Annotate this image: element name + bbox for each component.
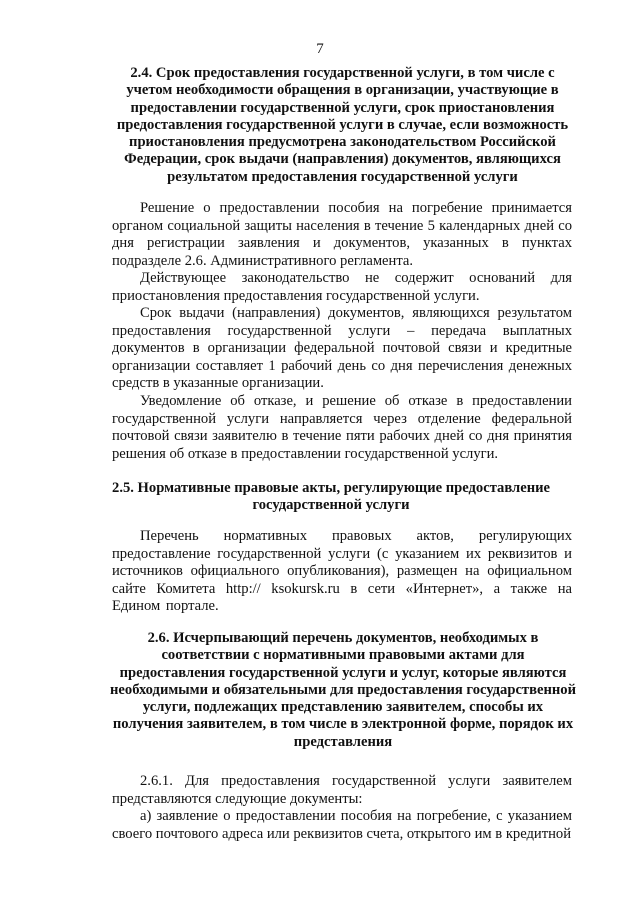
section-2-6-paragraph-1: 2.6.1. Для предоставления государственной услуги заявителем представляются следующие документы:	[112, 773, 572, 807]
section-2-5-paragraph-1: Перечень нормативных правовых актов, регулирующих предоставление государственной услуги (с указанием их реквизитов и источников официального опубликования), размещен на официальном сайте Комитета http:// ksokursk.ru в сети «Интернет», а также на Едином портале.	[112, 528, 572, 614]
section-2-4-heading: 2.4. Срок предоставления государственной услуги, в том числе с учетом необходимости обращения в организации, участвующие в предоставлении государственной услуги, срок приостановления предоставления государственной услуги в случае, если возможность приостановления предусмотрена законодательством Российской Федерации, срок выдачи (направления) документов, являющихся результатом предоставления государственной услуги	[116, 65, 569, 185]
section-2-6-paragraph-2: а) заявление о предоставлении пособия на погребение, с указанием своего почтового адреса или реквизитов счета, открытого им в кредитной	[112, 808, 572, 842]
section-2-6-heading: 2.6. Исчерпывающий перечень документов, необходимых в соответствии с нормативными правовыми актами для предоставления государственной услуги и услуг, которые являются необходимыми и обязательными для предоставления государственной услуги, подлежащих представлению заявителем, способы их получения заявителем, в том числе в электронной форме, порядок их представления	[110, 630, 576, 750]
section-2-5-heading: 2.5. Нормативные правовые акты, регулирующие предоставление государственной услуги	[112, 480, 550, 514]
page-number: 7	[316, 41, 324, 57]
section-2-4-paragraph-3: Срок выдачи (направления) документов, являющихся результатом предоставления государственной услуги – передача выплатных документов в организации федеральной почтовой связи и кредитные организации составляет 1 рабочий день со дня перечисления денежных средств в указанные организации.	[112, 305, 572, 391]
section-2-4-paragraph-2: Действующее законодательство не содержит оснований для приостановления предоставления государственной услуги.	[112, 270, 572, 304]
section-2-4-paragraph-4: Уведомление об отказе, и решение об отказе в предоставлении государственной услуги направляется через отделение федеральной почтовой связи заявителю в течение пяти рабочих дней со дня принятия решения об отказе в предоставлении государственной услуги.	[112, 393, 572, 462]
section-2-4-paragraph-1: Решение о предоставлении пособия на погребение принимается органом социальной защиты населения в течение 5 календарных дней со дня регистрации заявления и документов, указанных в пунктах подразделе 2.6. Административного регламента.	[112, 200, 572, 269]
